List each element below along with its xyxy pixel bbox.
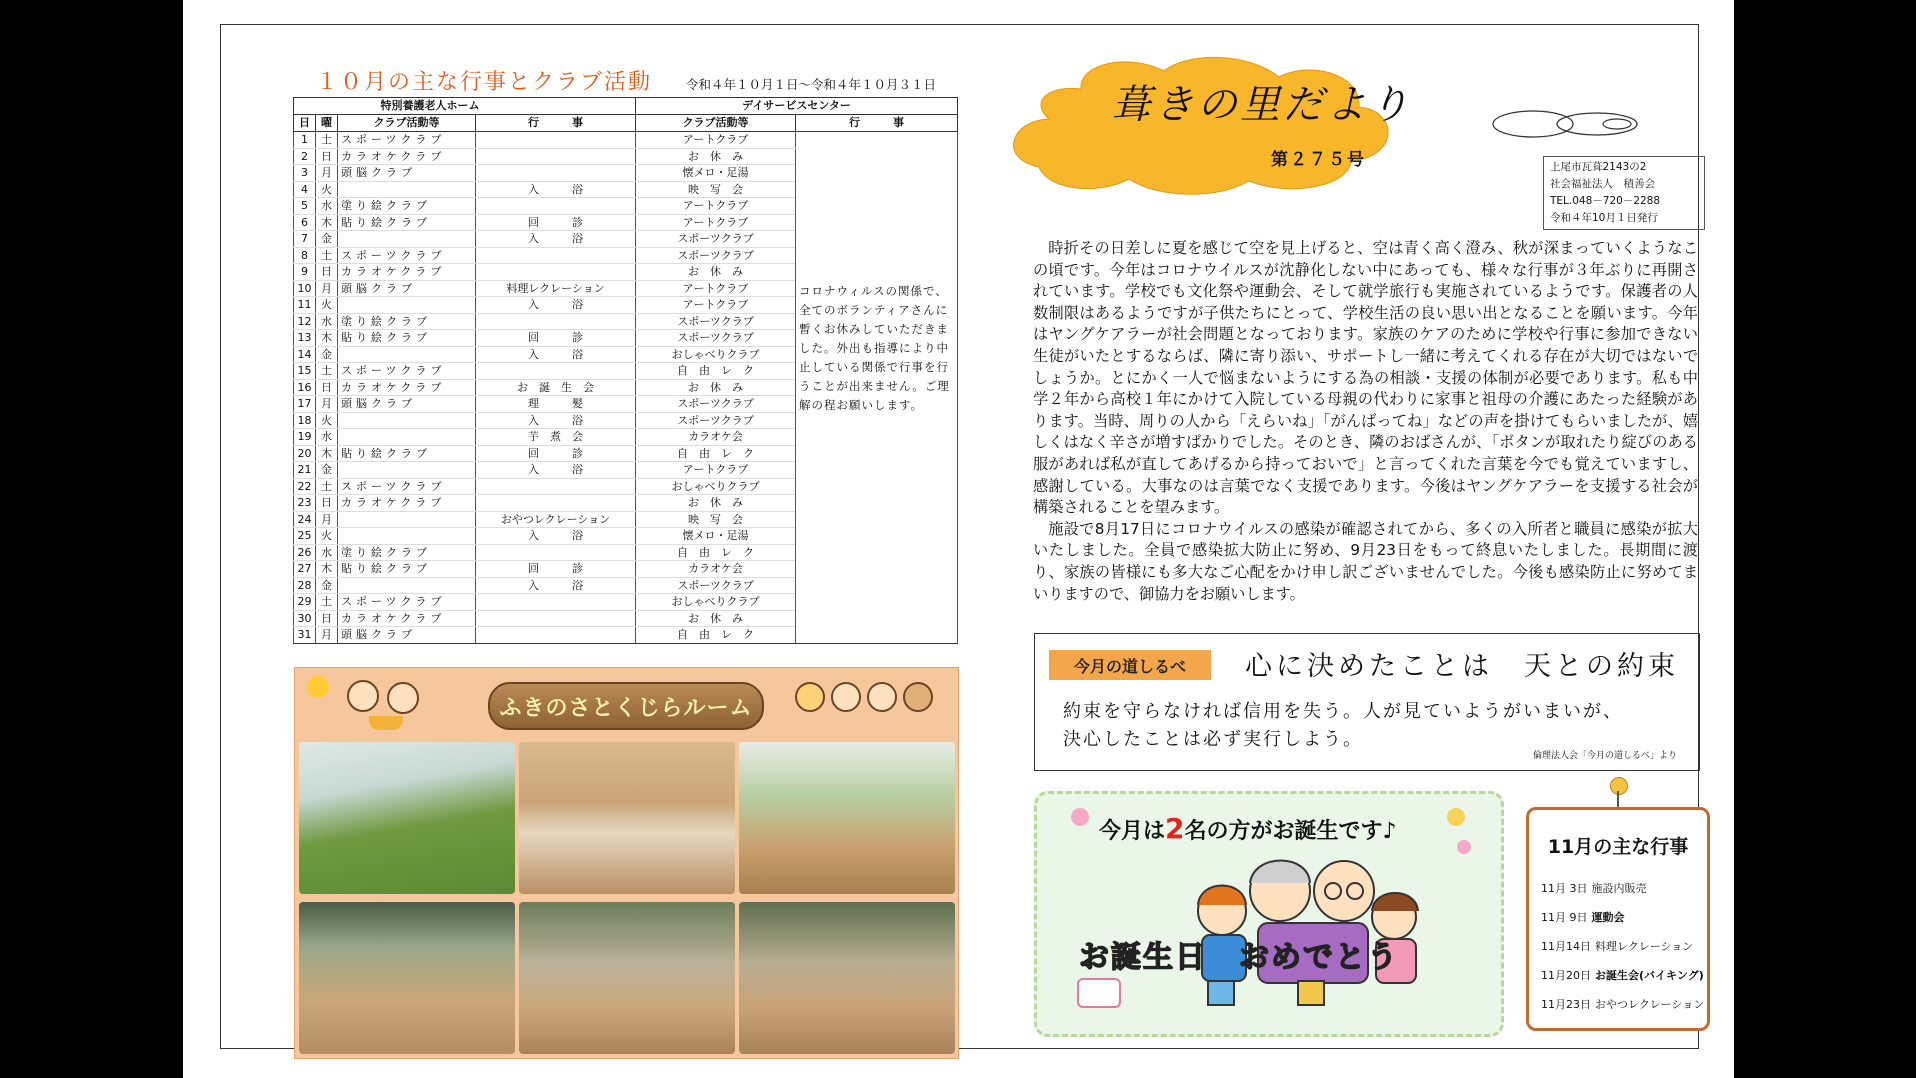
table-cell: 4	[294, 181, 316, 198]
table-cell: 回 診	[476, 445, 636, 462]
events-list	[1541, 880, 1704, 1025]
motto-body	[1063, 698, 1623, 754]
table-cell: 頭脳クラブ	[338, 627, 476, 644]
motto-box	[1034, 633, 1700, 771]
table-cell: 自 由 レ ク	[636, 627, 796, 644]
table-cell: 16	[294, 379, 316, 396]
november-events-board	[1526, 807, 1710, 1031]
table-cell: 26	[294, 544, 316, 561]
table-cell	[476, 594, 636, 611]
table-cell: 17	[294, 396, 316, 413]
table-cell: 自 由 レ ク	[636, 363, 796, 380]
table-cell: 塗り絵クラブ	[338, 544, 476, 561]
table-cell: 料理レクレーション	[476, 280, 636, 297]
table-cell	[476, 313, 636, 330]
nursery-photo	[299, 742, 515, 894]
table-cell: 21	[294, 462, 316, 479]
table-cell: 自 由 レ ク	[636, 445, 796, 462]
event-label: 運動会	[1591, 911, 1625, 924]
birthday-heading	[1099, 812, 1397, 845]
child-illustration-icon	[387, 682, 419, 714]
table-cell	[338, 231, 476, 248]
table-cell	[476, 148, 636, 165]
table-cell: 18	[294, 412, 316, 429]
table-cell: 土	[316, 478, 338, 495]
table-cell: 22	[294, 478, 316, 495]
table-cell: お 誕 生 会	[476, 379, 636, 396]
event-date: 11月 3日	[1541, 882, 1588, 895]
table-cell: 日	[316, 610, 338, 627]
issue-number: 第２７５号	[1271, 150, 1366, 170]
table-cell	[476, 165, 636, 182]
table-cell: 金	[316, 346, 338, 363]
table-cell: 19	[294, 429, 316, 446]
table-cell: アートクラブ	[636, 198, 796, 215]
table-cell	[338, 528, 476, 545]
table-cell: 入 浴	[476, 412, 636, 429]
table-cell: おしゃべりクラブ	[636, 346, 796, 363]
table-cell: 月	[316, 627, 338, 644]
table-cell	[338, 181, 476, 198]
table-cell: 貼り絵クラブ	[338, 330, 476, 347]
table-cell: 金	[316, 462, 338, 479]
event-date: 11月20日	[1541, 969, 1591, 982]
table-cell	[476, 544, 636, 561]
table-cell	[476, 627, 636, 644]
child-illustration-icon	[347, 680, 379, 712]
main-article	[1033, 238, 1698, 605]
table-cell: アートクラブ	[636, 462, 796, 479]
table-cell: スポーツクラブ	[338, 132, 476, 149]
table-cell: お 休 み	[636, 610, 796, 627]
birthday-greeting: お誕生日 おめでとう	[1079, 940, 1399, 975]
rabbit-illustration-icon	[831, 682, 861, 712]
table-cell: 水	[316, 198, 338, 215]
table-cell: 月	[316, 165, 338, 182]
birthday-count: 2	[1165, 812, 1185, 845]
event-label: 料理レクレーション	[1595, 940, 1694, 953]
table-cell: 土	[316, 363, 338, 380]
table-cell: 日	[316, 495, 338, 512]
table-cell: 土	[316, 594, 338, 611]
table-cell: スポーツクラブ	[338, 478, 476, 495]
motto-line: 決心したことは必ず実行しよう。	[1063, 729, 1363, 750]
event-date: 11月 9日	[1541, 911, 1588, 924]
event-date: 11月14日	[1541, 940, 1591, 953]
table-cell: 頭脳クラブ	[338, 280, 476, 297]
schedule-column-header: クラブ活動等	[636, 115, 796, 132]
table-cell: 31	[294, 627, 316, 644]
table-cell: お 休 み	[636, 264, 796, 281]
birthday-heading-text: 名の方がお誕生です♪	[1184, 819, 1397, 844]
table-cell	[476, 247, 636, 264]
masthead-title: 葺きの里だより	[1111, 82, 1412, 128]
schedule-title: １０月の主な行事とクラブ活動	[316, 70, 653, 95]
motto-tag: 今月の道しるべ	[1049, 650, 1211, 680]
table-cell: 自 由 レ ク	[636, 544, 796, 561]
table-cell: 水	[316, 313, 338, 330]
table-cell: 理 髪	[476, 396, 636, 413]
table-cell: 20	[294, 445, 316, 462]
table-cell: 土	[316, 132, 338, 149]
table-cell	[476, 363, 636, 380]
table-cell: 火	[316, 297, 338, 314]
table-cell: 懐メロ・足湯	[636, 528, 796, 545]
table-cell: 入 浴	[476, 181, 636, 198]
table-cell	[476, 198, 636, 215]
table-cell: 25	[294, 528, 316, 545]
table-cell: 木	[316, 445, 338, 462]
table-cell: カラオケクラブ	[338, 148, 476, 165]
table-cell: お 休 み	[636, 495, 796, 512]
child-illustration-icon	[867, 682, 897, 712]
event-label: 施設内販売	[1591, 882, 1647, 895]
table-cell: アートクラブ	[636, 297, 796, 314]
table-cell: スポーツクラブ	[338, 247, 476, 264]
table-cell: スポーツクラブ	[636, 231, 796, 248]
table-cell: 木	[316, 561, 338, 578]
table-cell: 10	[294, 280, 316, 297]
table-cell: カラオケクラブ	[338, 495, 476, 512]
table-cell: 頭脳クラブ	[338, 396, 476, 413]
table-cell: 貼り絵クラブ	[338, 445, 476, 462]
table-cell: お 休 み	[636, 379, 796, 396]
table-cell: カラオケクラブ	[338, 379, 476, 396]
events-title: 11月の主な行事	[1547, 836, 1689, 858]
table-cell: 水	[316, 544, 338, 561]
table-cell: 映 写 会	[636, 181, 796, 198]
table-cell: おやつレクレーション	[476, 511, 636, 528]
table-cell: 6	[294, 214, 316, 231]
table-cell: 2	[294, 148, 316, 165]
schedule-period: 令和４年１０月１日～令和４年１０月３１日	[686, 77, 937, 92]
table-cell: 日	[316, 379, 338, 396]
motto-source: 倫理法人会「今月の道しるべ」より	[1532, 751, 1677, 761]
publisher-info	[1543, 156, 1705, 230]
nursery-title: ふきのさとくじらルーム	[488, 682, 764, 730]
table-cell: 月	[316, 280, 338, 297]
table-cell: 8	[294, 247, 316, 264]
table-cell: 日	[316, 264, 338, 281]
table-cell: 回 診	[476, 330, 636, 347]
publisher-phone: TEL.048－720－2288	[1550, 195, 1661, 207]
table-cell: 9	[294, 264, 316, 281]
table-cell: カラオケ会	[636, 429, 796, 446]
schedule-group-header-home: 特別養護老人ホーム	[476, 98, 636, 115]
schedule-body	[294, 132, 958, 644]
table-cell	[476, 610, 636, 627]
basket-icon	[369, 716, 403, 730]
birthday-heading-text: 今月は	[1099, 819, 1166, 844]
table-cell: 金	[316, 577, 338, 594]
table-cell: スポーツクラブ	[338, 594, 476, 611]
schedule-column-header: 行 事	[476, 115, 636, 132]
schedule-table	[293, 97, 958, 644]
article-paragraph: 時折その日差しに夏を感じて空を見上げると、空は青く高く澄み、秋が深まっていくようなこの頃です。今年はコロナウイルスが沈静化しない中にあっても、様々な行事が３年ぶりに再開されています。学校でも文化祭や運動会、そして就学旅行も実施されているようです。保護者の人数制限はあるようですが子供たちにとって、学校生活の良い思い出となることを願います。今年はヤングケアラーが社会問題となっております。家族のケアのために学校や行事に参加できない生徒がいたとするならば、隣に寄り添い、サポートし一緒に考えてくれる存在が大切ではないでしょうか。とにかく一人で悩まないようにする為の相談・支援の体制が必要であります。私も中学２年から高校１年にかけて入院している母親の代わりに家事と祖母の介護にあたった経験があります。当時、周りの人から「えらいね」「がんばってね」などの声を掛けてもらいましたが、嬉しくはなく辛さが増すばかりでした。そのとき、隣のおばさんが、「ボタンが取れたり綻びのある服があれば私が直してあげるから持っておいで」と言ってくれた言葉を今でも覚えていますし、感謝している。大事なのは言葉でなく支援であります。今後はヤングケアラーを支援する社会が構築されることを望みます。	[1033, 239, 1698, 517]
table-cell: 塗り絵クラブ	[338, 313, 476, 330]
table-cell: 入 浴	[476, 297, 636, 314]
nursery-photo	[519, 902, 735, 1054]
newsletter-page	[183, 0, 1734, 1078]
table-cell: 月	[316, 511, 338, 528]
lion-illustration-icon	[795, 682, 825, 712]
table-cell: 28	[294, 577, 316, 594]
table-cell: 30	[294, 610, 316, 627]
event-date: 11月23日	[1541, 998, 1591, 1011]
table-cell: 木	[316, 214, 338, 231]
table-cell: 頭脳クラブ	[338, 165, 476, 182]
table-cell: 23	[294, 495, 316, 512]
nursery-panel	[294, 667, 959, 1059]
gift-icon	[1297, 980, 1325, 1006]
event-item	[1541, 880, 1704, 909]
publisher-name: 社会福祉法人 積善会	[1550, 178, 1655, 190]
schedule-group-header-dayservice: デイサービスセンター	[636, 98, 958, 115]
schedule-column-header: 日	[294, 115, 316, 132]
schedule-column-header: クラブ活動等	[338, 115, 476, 132]
motto-line: 約束を守らなければ信用を失う。人が見ていようがいまいが、	[1063, 701, 1623, 722]
table-cell: 29	[294, 594, 316, 611]
day-service-note: コロナウィルスの関係で、全てのボランティアさんに暫くお休みしていただきました。外出も指導により中止している関係で行事を行うことが出来ません。ご理解の程お願いします。	[796, 132, 958, 644]
table-cell	[338, 462, 476, 479]
schedule-column-header: 行 事	[796, 115, 958, 132]
table-cell: 金	[316, 231, 338, 248]
table-cell: 火	[316, 528, 338, 545]
table-cell: カラオケクラブ	[338, 264, 476, 281]
table-cell: 27	[294, 561, 316, 578]
table-cell	[338, 577, 476, 594]
flower-icon	[1071, 808, 1089, 826]
motto-headline: 心に決めたことは 天との約束	[1245, 651, 1679, 682]
table-cell: 入 浴	[476, 231, 636, 248]
nursery-photo	[519, 742, 735, 894]
table-cell	[338, 297, 476, 314]
table-cell: 24	[294, 511, 316, 528]
table-cell: 木	[316, 330, 338, 347]
table-cell	[476, 478, 636, 495]
decorative-ovals	[1491, 109, 1651, 139]
table-cell: 12	[294, 313, 316, 330]
table-cell: 入 浴	[476, 462, 636, 479]
table-cell: 塗り絵クラブ	[338, 198, 476, 215]
table-cell: 芋 煮 会	[476, 429, 636, 446]
flower-icon	[1457, 840, 1471, 854]
bear-illustration-icon	[903, 682, 933, 712]
table-cell: カラオケクラブ	[338, 610, 476, 627]
event-item	[1541, 967, 1704, 996]
table-cell	[338, 429, 476, 446]
table-cell: 水	[316, 429, 338, 446]
table-cell: 貼り絵クラブ	[338, 561, 476, 578]
article-paragraph: 施設で8月17日にコロナウイルスの感染が確認されてから、多くの入所者と職員に感染が拡大いたしました。全員で感染拡大防止に努め、9月23日をもって終息いたしました。長期間に渡り、家族の皆様にも多大なご心配をかけ申し訳ございませんでした。今後も感染防止に努めてまいりますので、御協力をお願いします。	[1033, 519, 1699, 603]
table-cell: 5	[294, 198, 316, 215]
table-cell: 映 写 会	[636, 511, 796, 528]
table-cell: スポーツクラブ	[636, 412, 796, 429]
table-cell: スポーツクラブ	[338, 363, 476, 380]
table-cell: 11	[294, 297, 316, 314]
table-cell	[476, 132, 636, 149]
table-cell: おしゃべりクラブ	[636, 478, 796, 495]
table-cell: 火	[316, 412, 338, 429]
table-cell: アートクラブ	[636, 132, 796, 149]
flower-icon	[1447, 808, 1465, 826]
table-cell	[338, 511, 476, 528]
table-cell: 火	[316, 181, 338, 198]
table-cell: お 休 み	[636, 148, 796, 165]
table-cell: 日	[316, 148, 338, 165]
sun-icon	[307, 676, 329, 698]
nursery-photo	[739, 902, 955, 1054]
publish-date: 令和４年10月１日発行	[1550, 212, 1658, 224]
table-cell: 13	[294, 330, 316, 347]
table-cell: 貼り絵クラブ	[338, 214, 476, 231]
table-cell: カラオケ会	[636, 561, 796, 578]
table-cell: スポーツクラブ	[636, 313, 796, 330]
table-cell: 回 診	[476, 561, 636, 578]
event-label: お誕生会(バイキング)	[1595, 969, 1704, 982]
table-cell	[338, 346, 476, 363]
event-item	[1541, 909, 1704, 938]
table-cell: 回 診	[476, 214, 636, 231]
table-cell	[476, 264, 636, 281]
table-cell: 土	[316, 247, 338, 264]
table-cell: 懐メロ・足湯	[636, 165, 796, 182]
table-cell: 入 浴	[476, 577, 636, 594]
table-cell: 入 浴	[476, 528, 636, 545]
table-cell	[476, 495, 636, 512]
table-cell: アートクラブ	[636, 280, 796, 297]
table-cell: 15	[294, 363, 316, 380]
nursery-photo	[739, 742, 955, 894]
table-cell: スポーツクラブ	[636, 577, 796, 594]
event-item	[1541, 996, 1704, 1025]
table-cell: 3	[294, 165, 316, 182]
table-row	[294, 132, 958, 149]
event-item	[1541, 938, 1704, 967]
table-cell	[338, 412, 476, 429]
page-frame	[220, 24, 1705, 1049]
publisher-address: 上尾市瓦葺2143の2	[1550, 161, 1647, 173]
schedule-column-headers	[294, 115, 958, 132]
event-label: おやつレクレーション	[1595, 998, 1705, 1011]
table-cell: 入 浴	[476, 346, 636, 363]
table-cell: おしゃべりクラブ	[636, 594, 796, 611]
table-cell: アートクラブ	[636, 214, 796, 231]
table-cell: 月	[316, 396, 338, 413]
gift-icon	[1207, 980, 1235, 1006]
table-cell: スポーツクラブ	[636, 330, 796, 347]
schedule-column-header: 曜	[316, 115, 338, 132]
table-cell: 1	[294, 132, 316, 149]
pin-icon	[1610, 777, 1628, 795]
table-cell: 14	[294, 346, 316, 363]
birthday-panel	[1034, 791, 1504, 1037]
table-cell: スポーツクラブ	[636, 396, 796, 413]
nursery-photo	[299, 902, 515, 1054]
table-cell: 7	[294, 231, 316, 248]
cake-icon	[1077, 978, 1121, 1008]
table-cell: スポーツクラブ	[636, 247, 796, 264]
